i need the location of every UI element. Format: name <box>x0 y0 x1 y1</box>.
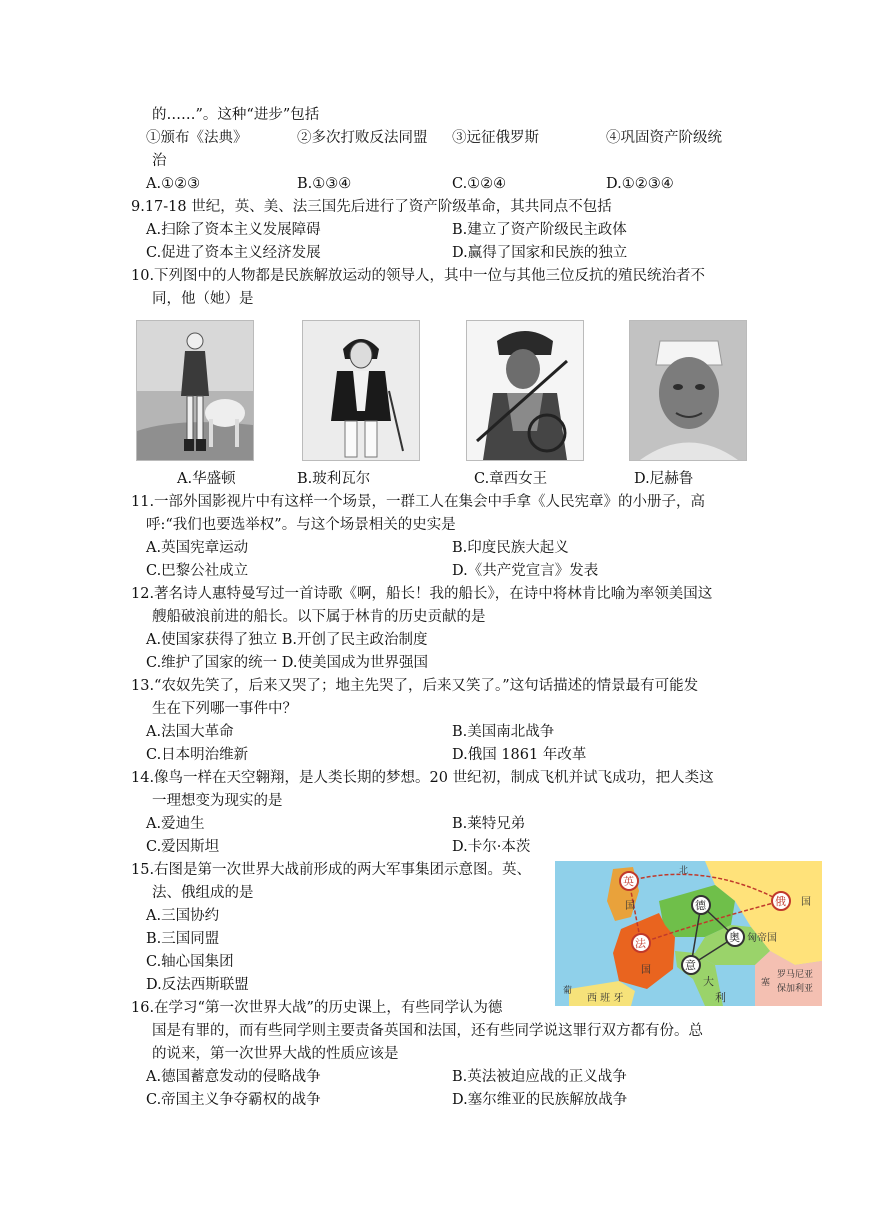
q15-option-d: D.反法西斯联盟 <box>146 977 249 993</box>
q14-option-c: C.爱因斯坦 <box>146 839 220 855</box>
q14-stem-line-1: 14.像鸟一样在天空翱翔，是人类长期的梦想。20 世纪初，制成飞机并试飞成功，把人类这 <box>131 770 714 786</box>
q16-option-a: A.德国蓄意发动的侵略战争 <box>146 1069 321 1085</box>
map-label-spain: 西 班 牙 <box>587 993 624 1004</box>
map-label-france-2: 国 <box>641 965 651 976</box>
map-label-austria-2: 匈帝国 <box>747 933 777 944</box>
q11-option-a: A.英国宪章运动 <box>146 540 249 556</box>
portrait-nehru <box>629 320 747 461</box>
q13-option-b: B.美国南北战争 <box>452 724 555 740</box>
q16-stem-line-2: 国是有罪的，而有些同学则主要责备英国和法国，还有些同学说这罪行双方都有份。总 <box>152 1023 703 1039</box>
q11-option-d: D.《共产党宣言》发表 <box>452 563 599 579</box>
q16-option-b: B.英法被迫应战的正义战争 <box>452 1069 627 1085</box>
q13-option-d: D.俄国 1861 年改革 <box>452 747 587 763</box>
q8-option-a: A.①②③ <box>146 176 201 192</box>
q10-caption-b: B.玻利瓦尔 <box>297 471 371 487</box>
q8-option-b: B.①③④ <box>297 176 352 192</box>
q8-item-3: ③远征俄罗斯 <box>452 130 539 146</box>
q13-option-c: C.日本明治维新 <box>146 747 249 763</box>
q8-option-d: D.①②③④ <box>606 176 674 192</box>
wwi-alliance-map <box>555 861 822 1006</box>
q16-option-d: D.塞尔维亚的民族解放战争 <box>452 1092 628 1108</box>
q10-caption-c: C.章西女王 <box>474 471 548 487</box>
q10-caption-d: D.尼赫鲁 <box>634 471 694 487</box>
q9-option-b: B.建立了资产阶级民主政体 <box>452 222 627 238</box>
q9-option-a: A.扫除了资本主义发展障碍 <box>146 222 321 238</box>
map-label-romania: 罗马尼亚 <box>777 970 814 980</box>
q11-option-c: C.巴黎公社成立 <box>146 563 249 579</box>
q14-stem-line-2: 一理想变为现实的是 <box>152 793 283 809</box>
map-label-portugal: 葡 <box>563 986 573 996</box>
portrait-bolivar <box>302 320 420 461</box>
q12-stem-line-2: 艘船破浪前进的船长。以下属于林肯的历史贡献的是 <box>152 609 486 625</box>
map-label-britain: 英 <box>623 875 634 888</box>
map-label-italy-2: 大 <box>703 975 714 988</box>
map-label-bulgaria: 保加利亚 <box>777 984 814 994</box>
q13-stem-line-2: 生在下列哪一事件中？ <box>152 701 297 717</box>
q11-stem-line-2: 呼:“我们也要选举权”。与这个场景相关的史实是 <box>146 517 456 533</box>
q13-stem-line-1: 13.“农奴先笑了，后来又哭了；地主先哭了，后来又笑了。”这句话描述的情景最有可能发 <box>131 678 699 694</box>
q14-option-d: D.卡尔·本茨 <box>452 839 531 855</box>
q8-stem-line: 的……”。这种“进步”包括 <box>152 107 320 123</box>
q14-option-a: A.爱迪生 <box>146 816 205 832</box>
q8-item-4-wrap: 治 <box>152 153 167 169</box>
q15-option-a: A.三国协约 <box>146 908 220 924</box>
q10-caption-a: A.华盛顿 <box>177 471 236 487</box>
q8-item-4: ④巩固资产阶级统 <box>606 130 722 146</box>
q8-option-c: C.①②④ <box>452 176 507 192</box>
q10-stem-line-2: 同，他（她）是 <box>152 291 254 307</box>
map-label-russia: 俄 <box>775 895 786 908</box>
q14-option-b: B.莱特兄弟 <box>452 816 526 832</box>
map-label-britain-2: 国 <box>625 901 635 912</box>
portrait-washington <box>136 320 254 461</box>
q13-option-a: A.法国大革命 <box>146 724 234 740</box>
q16-stem-line-3: 的说来，第一次世界大战的性质应该是 <box>152 1046 399 1062</box>
q15-stem-line-2: 法、俄组成的是 <box>152 885 254 901</box>
q12-options-row-1: A.使国家获得了独立 B.开创了民主政治制度 <box>146 632 428 648</box>
q16-stem-line-1: 16.在学习“第一次世界大战”的历史课上，有些同学认为德 <box>131 1000 503 1016</box>
portrait-rani-of-jhansi <box>466 320 584 461</box>
map-label-russia-2: 国 <box>801 897 811 908</box>
map-label-serbia: 塞 <box>761 978 771 988</box>
q8-item-2: ②多次打败反法同盟 <box>297 130 428 146</box>
q8-item-1: ①颁布《法典》 <box>146 130 248 146</box>
q9-option-c: C.促进了资本主义经济发展 <box>146 245 321 261</box>
q12-stem-line-1: 12.著名诗人惠特曼写过一首诗歌《啊，船长！我的船长》，在诗中将林肯比喻为率领美国这 <box>131 586 713 602</box>
map-label-france: 法 <box>635 937 646 950</box>
map-label-austria: 奥 <box>729 931 740 944</box>
map-label-north: 北 <box>679 866 689 876</box>
q9-stem: 9.17-18 世纪，英、美、法三国先后进行了资产阶级革命，其共同点不包括 <box>131 199 612 215</box>
q11-stem-line-1: 11.一部外国影视片中有这样一个场景，一群工人在集会中手拿《人民宪章》的小册子，高 <box>131 494 706 510</box>
map-label-germany: 德 <box>695 899 706 912</box>
q15-stem-line-1: 15.右图是第一次世界大战前形成的两大军事集团示意图。英、 <box>131 862 532 878</box>
q10-stem-line-1: 10.下列图中的人物都是民族解放运动的领导人，其中一位与其他三位反抗的殖民统治者不 <box>131 268 706 284</box>
map-label-italy-3: 利 <box>715 991 726 1004</box>
q15-option-c: C.轴心国集团 <box>146 954 234 970</box>
q15-option-b: B.三国同盟 <box>146 931 220 947</box>
q11-option-b: B.印度民族大起义 <box>452 540 569 556</box>
q16-option-c: C.帝国主义争夺霸权的战争 <box>146 1092 321 1108</box>
q9-option-d: D.赢得了国家和民族的独立 <box>452 245 628 261</box>
map-label-italy: 意 <box>685 959 696 972</box>
q12-options-row-2: C.维护了国家的统一 D.使美国成为世界强国 <box>146 655 429 671</box>
